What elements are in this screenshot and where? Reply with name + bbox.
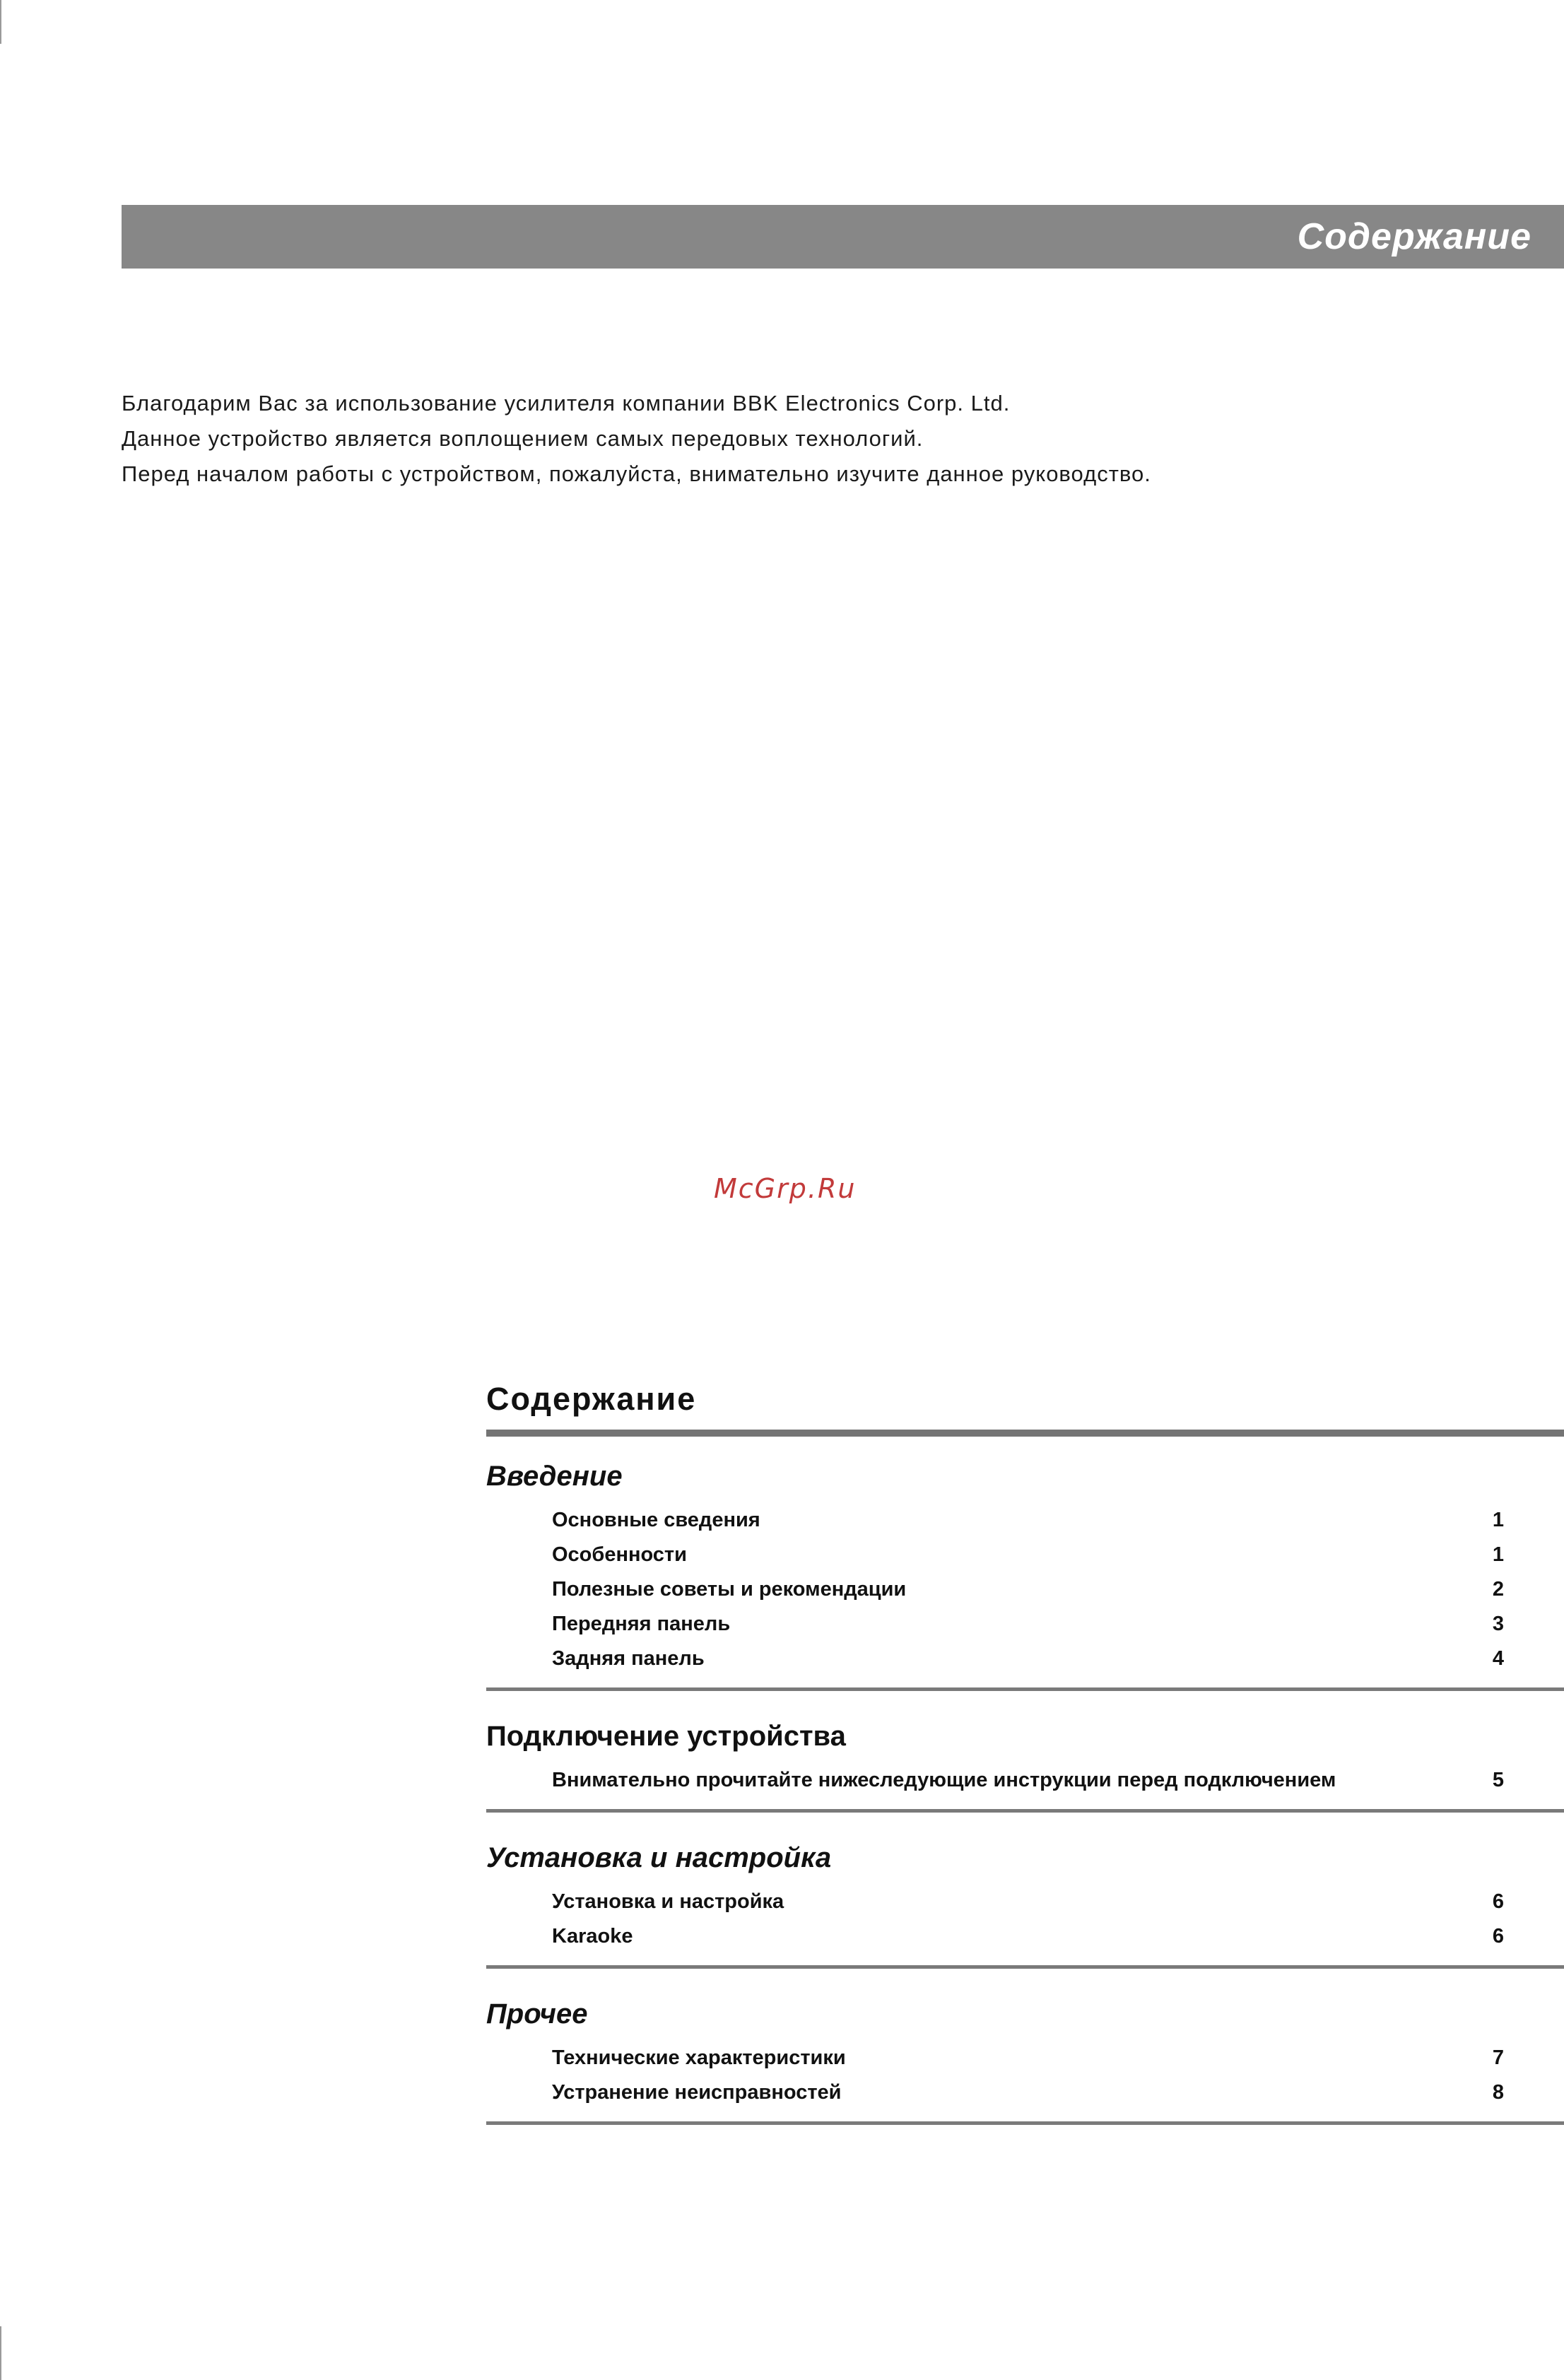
toc-entry[interactable]	[486, 1572, 1564, 1607]
entry-label: Внимательно прочитайте нижеследующие инструкции перед подключением	[552, 1769, 1336, 1791]
entry-page-number: 2	[1492, 1578, 1505, 1601]
section-divider	[486, 1687, 1564, 1691]
toc-entry[interactable]	[486, 1919, 1564, 1954]
section-divider	[486, 1809, 1564, 1813]
entry-label: Особенности	[552, 1543, 687, 1566]
entry-page-number: 5	[1492, 1769, 1505, 1791]
header-title: Содержание	[1297, 216, 1531, 257]
toc-entry[interactable]	[486, 1763, 1564, 1798]
entry-label: Установка и настройка	[552, 1890, 784, 1913]
entry-label: Karaoke	[552, 1925, 633, 1948]
section-heading: Введение	[486, 1461, 623, 1492]
intro-line: Перед началом работы с устройством, пожалуйста, внимательно изучите данное руководство.	[122, 461, 1151, 486]
entry-label: Технические характеристики	[552, 2046, 846, 2069]
entry-page-number: 8	[1492, 2081, 1505, 2104]
toc-title-rule	[486, 1430, 1564, 1437]
toc-entry[interactable]	[486, 1538, 1564, 1572]
toc-section-introduction	[486, 1456, 1564, 1691]
entry-label: Устранение неисправностей	[552, 2081, 842, 2104]
entry-label: Передняя панель	[552, 1613, 731, 1635]
entry-label: Задняя панель	[552, 1647, 705, 1670]
section-heading: Установка и настройка	[486, 1842, 832, 1873]
entry-page-number: 1	[1492, 1509, 1505, 1531]
section-heading: Подключение устройства	[486, 1721, 846, 1752]
entry-page-number: 6	[1492, 1925, 1505, 1948]
intro-line: Благодарим Вас за использование усилителя компании BBK Electronics Corp. Ltd.	[122, 391, 1011, 416]
table-of-contents	[486, 1374, 1564, 2150]
toc-entry[interactable]	[486, 1885, 1564, 1919]
entry-page-number: 6	[1492, 1890, 1505, 1913]
header-bar	[122, 205, 1564, 269]
entry-label: Полезные советы и рекомендации	[552, 1578, 907, 1601]
toc-entry[interactable]	[486, 1642, 1564, 1676]
toc-title: Содержание	[486, 1381, 697, 1417]
entry-page-number: 4	[1492, 1647, 1505, 1670]
entry-page-number: 3	[1492, 1613, 1505, 1635]
intro-text	[122, 386, 1464, 492]
entry-page-number: 1	[1492, 1543, 1505, 1566]
toc-entry[interactable]	[486, 1503, 1564, 1538]
toc-section-other	[486, 1994, 1564, 2125]
toc-entry[interactable]	[486, 1607, 1564, 1642]
section-heading: Прочее	[486, 1998, 588, 2030]
toc-section-setup	[486, 1838, 1564, 1969]
toc-entry[interactable]	[486, 2075, 1564, 2110]
entry-label: Основные сведения	[552, 1509, 760, 1531]
section-divider	[486, 1965, 1564, 1969]
entry-page-number: 7	[1492, 2046, 1505, 2069]
watermark: McGrp.Ru	[714, 1173, 857, 1204]
crop-mark-top	[0, 0, 1, 44]
toc-entry[interactable]	[486, 2041, 1564, 2075]
intro-line: Данное устройство является воплощением самых передовых технологий.	[122, 426, 924, 451]
toc-section-connection	[486, 1716, 1564, 1813]
section-divider	[486, 2121, 1564, 2125]
crop-mark-bottom	[0, 2326, 1, 2380]
